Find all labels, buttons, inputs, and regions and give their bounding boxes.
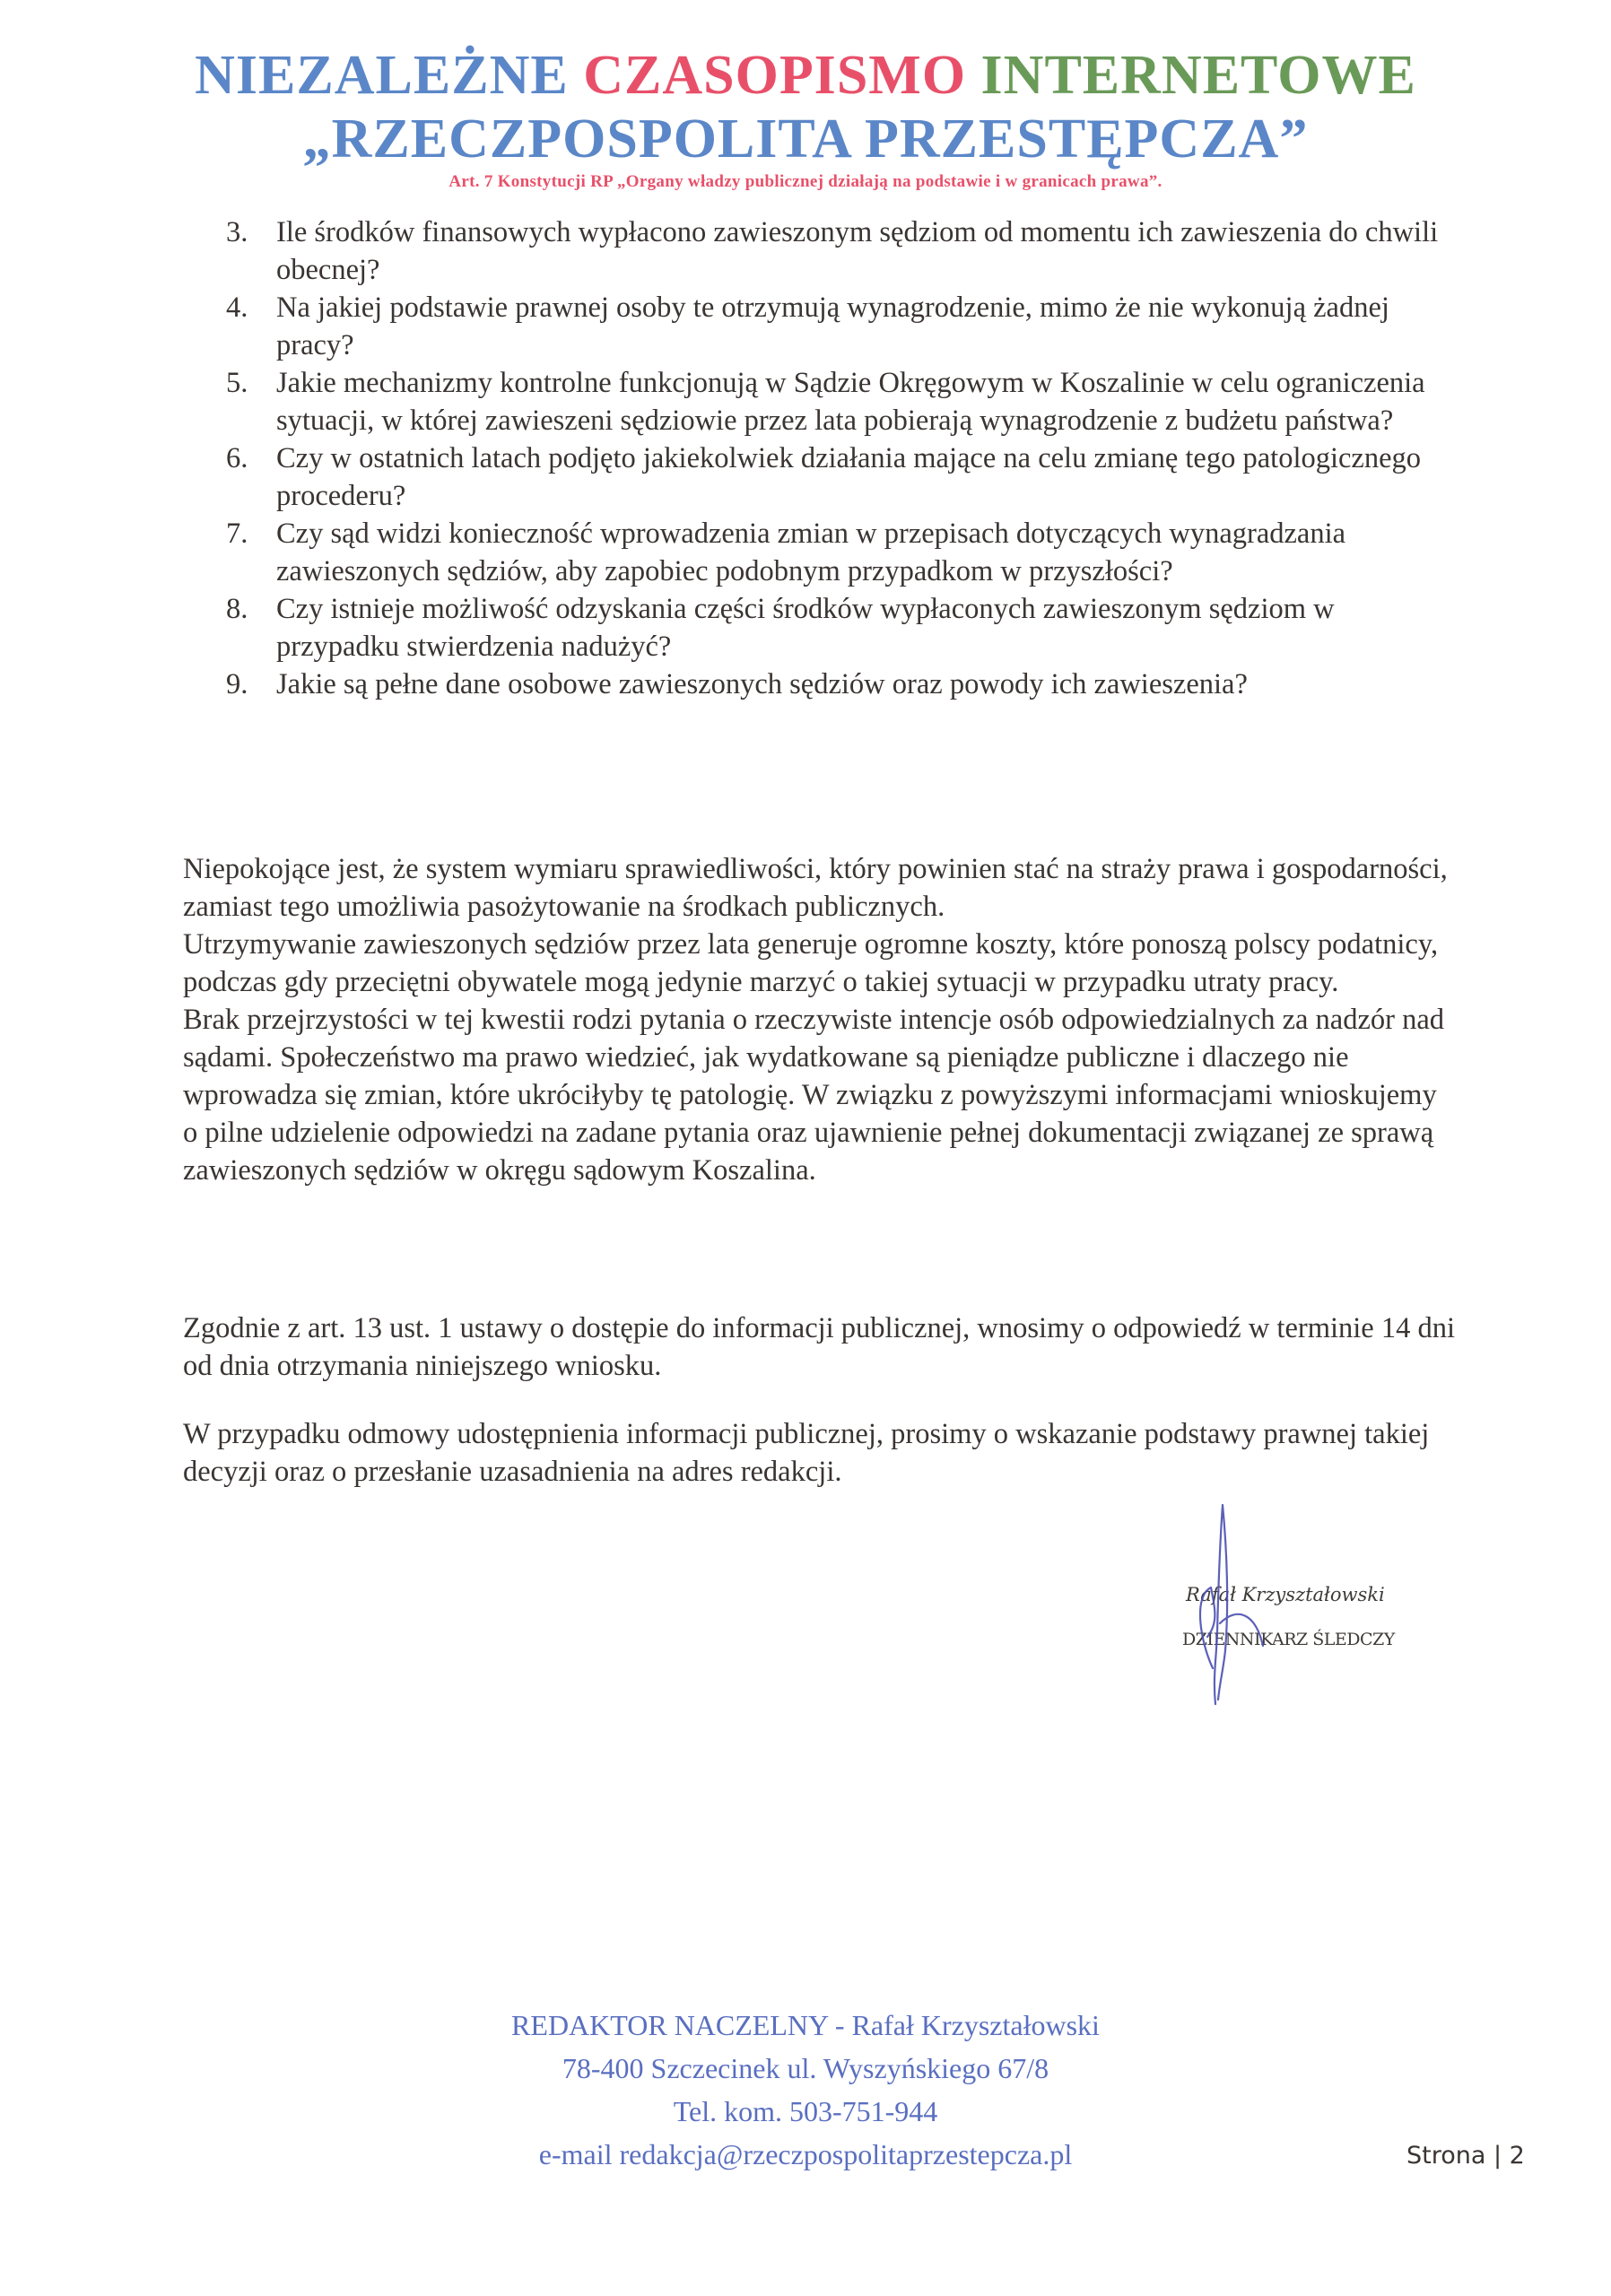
masthead-word-magazine: CZASOPISMO [583,45,967,106]
question-text: Jakie mechanizmy kontrolne funkcjonują w Sądzie Okręgowym w Koszalinie w celu ograniczenia sytuacji, w której zawieszeni sędziowie przez lata pobierają wynagrodzenie z budżetu państwa? [276,367,1425,437]
handwritten-signature-icon [1130,1489,1399,1758]
question-item [226,364,1464,439]
question-text: Na jakiej podstawie prawnej osoby te otrzymują wynagrodzenie, mimo że nie wykonują żadnej pracy? [276,291,1389,361]
paragraph-line: Niepokojące jest, że system wymiaru sprawiedliwości, który powinien stać na straży prawa i gospodarności, zamiast tego umożliwia pasożytowanie na środkach publicznych. [183,853,1448,923]
paragraph-text: Zgodnie z art. 13 ust. 1 ustawy o dostępie do informacji publicznej, wnosimy o odpowiedź w terminie 14 dni od dnia otrzymania niniejszego wniosku. [183,1312,1455,1382]
concerns-paragraph [183,850,1457,1189]
question-text: Jakie są pełne dane osobowe zawieszonych sędziów oraz powody ich zawieszenia? [276,668,1248,700]
signature-block [1130,1489,1399,1758]
questions-list [226,213,1464,703]
question-number: 7. [226,517,248,550]
question-item [226,289,1464,364]
question-item [226,590,1464,665]
question-number: 4. [226,291,248,324]
question-number: 5. [226,367,248,399]
legal-basis-paragraph [183,1309,1457,1385]
page-number: Strona | 2 [1406,2142,1525,2170]
question-number: 8. [226,593,248,625]
question-item [226,439,1464,515]
question-number: 6. [226,442,248,474]
paragraph-line: Utrzymywanie zawieszonych sędziów przez lata generuje ogromne koszty, które ponoszą polscy podatnicy, podczas gdy przeciętni obywatele mogą jedynie marzyć o takiej sytuacji w przypadku utraty pracy. [183,928,1439,998]
editorial-footer [0,2004,1611,2176]
masthead-subtitle [0,43,1611,108]
question-text: Czy w ostatnich latach podjęto jakiekolwiek działania mające na celu zmianę tego patologicznego procederu? [276,442,1422,512]
question-text: Ile środków finansowych wypłacono zawieszonym sędziom od momentu ich zawieszenia do chwili obecnej? [276,216,1439,286]
question-text: Czy sąd widzi konieczność wprowadzenia zmian w przepisach dotyczących wynagradzania zawieszonych sędziów, aby zapobiec podobnym przypadkom w przyszłości? [276,517,1346,587]
question-text: Czy istnieje możliwość odzyskania części środków wypłaconych zawieszonym sędziom w przypadku stwierdzenia nadużyć? [276,593,1335,663]
masthead-word-independent: NIEZALEŻNE [195,45,569,106]
masthead-word-internet: INTERNETOWE [980,45,1416,106]
question-number: 9. [226,668,248,700]
question-item [226,665,1464,703]
masthead-motto: Art. 7 Konstytucji RP „Organy władzy publicznej działają na podstawie i w granicach prawa”. [448,172,1163,191]
signatory-name: Rafał Krzyształowski [1186,1584,1385,1605]
paragraph-text: W przypadku odmowy udostępnienia informacji publicznej, prosimy o wskazanie podstawy prawnej takiej decyzji oraz o przesłanie uzasadnienia na adres redakcji. [183,1418,1430,1488]
question-item [226,213,1464,289]
paragraph-line: Brak przejrzystości w tej kwestii rodzi pytania o rzeczywiste intencje osób odpowiedzialnych za nadzór nad sądami. Społeczeństwo ma prawo wiedzieć, jak wydatkowane są pieniądze publiczne i dlaczego nie wprowadza się zmian, które ukróciłyby tę patologię. W związku z powyższymi informacjami wnioskujemy o pilne udzielenie odpowiedzi na zadane pytania oraz ujawnienie pełnej dokumentacji związanej ze sprawą zawieszonych sędziów w okręgu sądowym Koszalina. [183,1004,1445,1187]
editorial-address: 78-400 Szczecinek ul. Wyszyńskiego 67/8 [562,2052,1049,2084]
refusal-paragraph [183,1415,1457,1491]
question-number: 3. [226,216,248,248]
question-item [226,515,1464,590]
editorial-email[interactable]: e-mail redakcja@rzeczpospolitaprzestepcza.pl [538,2138,1073,2170]
masthead [0,43,1611,192]
editorial-phone: Tel. kom. 503-751-944 [673,2095,938,2127]
signatory-title: DZIENNIKARZ ŚLEDCZY [1182,1630,1395,1649]
masthead-title: „RZECZPOSPOLITA PRZESTĘPCZA” [302,109,1309,170]
editor-in-chief: REDAKTOR NACZELNY - Rafał Krzyształowski [511,2009,1100,2041]
